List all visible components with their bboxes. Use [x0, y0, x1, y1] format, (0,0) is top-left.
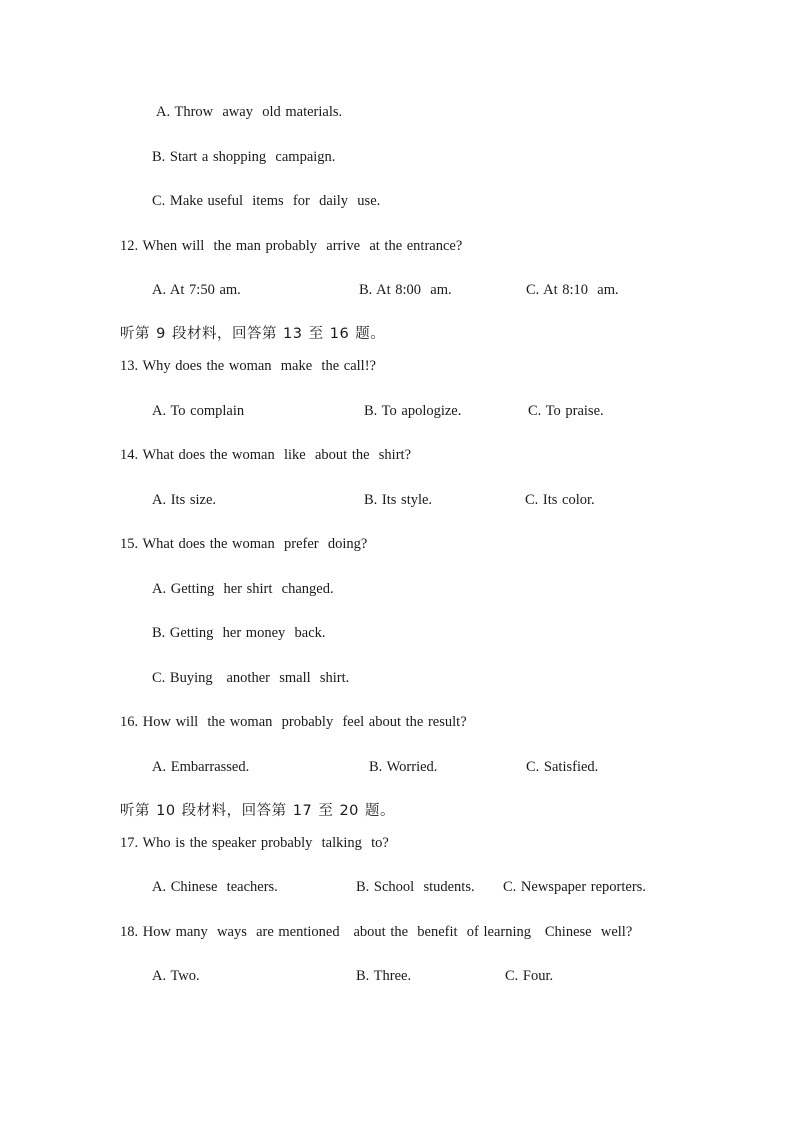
q15-question: 15. What does the woman prefer doing? [120, 536, 368, 552]
q12-question: 12. When will the man probably arrive at the entrance? [120, 238, 463, 254]
q17-option-c: C. Newspaper reporters. [503, 879, 646, 895]
q13-option-a: A. To complain [152, 403, 245, 419]
q18-option-b: B. Three. [356, 968, 412, 984]
q17-option-a: A. Chinese teachers. [152, 879, 278, 895]
q13-question: 13. Why does the woman make the call!? [120, 358, 376, 374]
q12-option-b: B. At 8:00 am. [359, 282, 452, 298]
q16-option-b: B. Worried. [369, 759, 438, 775]
q16-question: 16. How will the woman probably feel about the result? [120, 714, 467, 730]
q11-option-a: A. Throw away old materials. [156, 104, 343, 120]
q18-question: 18. How many ways are mentioned about the benefit of learning Chinese well? [120, 924, 633, 940]
q18-option-a: A. Two. [152, 968, 200, 984]
q16-option-a: A. Embarrassed. [152, 759, 250, 775]
q12-option-a: A. At 7:50 am. [152, 282, 241, 298]
q11-option-c: C. Make useful items for daily use. [152, 193, 381, 209]
q14-option-a: A. Its size. [152, 492, 217, 508]
q17-question: 17. Who is the speaker probably talking to? [120, 835, 389, 851]
q15-option-c: C. Buying another small shirt. [152, 670, 350, 686]
q17-option-b: B. School students. [356, 879, 475, 895]
q13-option-b: B. To apologize. [364, 403, 462, 419]
q15-option-a: A. Getting her shirt changed. [152, 581, 334, 597]
q13-option-c: C. To praise. [528, 403, 604, 419]
section-10-heading: 听第 10 段材料，回答第 17 至 20 题。 [120, 803, 396, 819]
q18-option-c: C. Four. [505, 968, 554, 984]
q11-option-b: B. Start a shopping campaign. [152, 149, 336, 165]
section-9-heading: 听第 9 段材料，回答第 13 至 16 题。 [120, 326, 386, 342]
q14-question: 14. What does the woman like about the shirt? [120, 447, 412, 463]
q14-option-c: C. Its color. [525, 492, 595, 508]
q16-option-c: C. Satisfied. [526, 759, 599, 775]
q15-option-b: B. Getting her money back. [152, 625, 326, 641]
q14-option-b: B. Its style. [364, 492, 433, 508]
q12-option-c: C. At 8:10 am. [526, 282, 619, 298]
